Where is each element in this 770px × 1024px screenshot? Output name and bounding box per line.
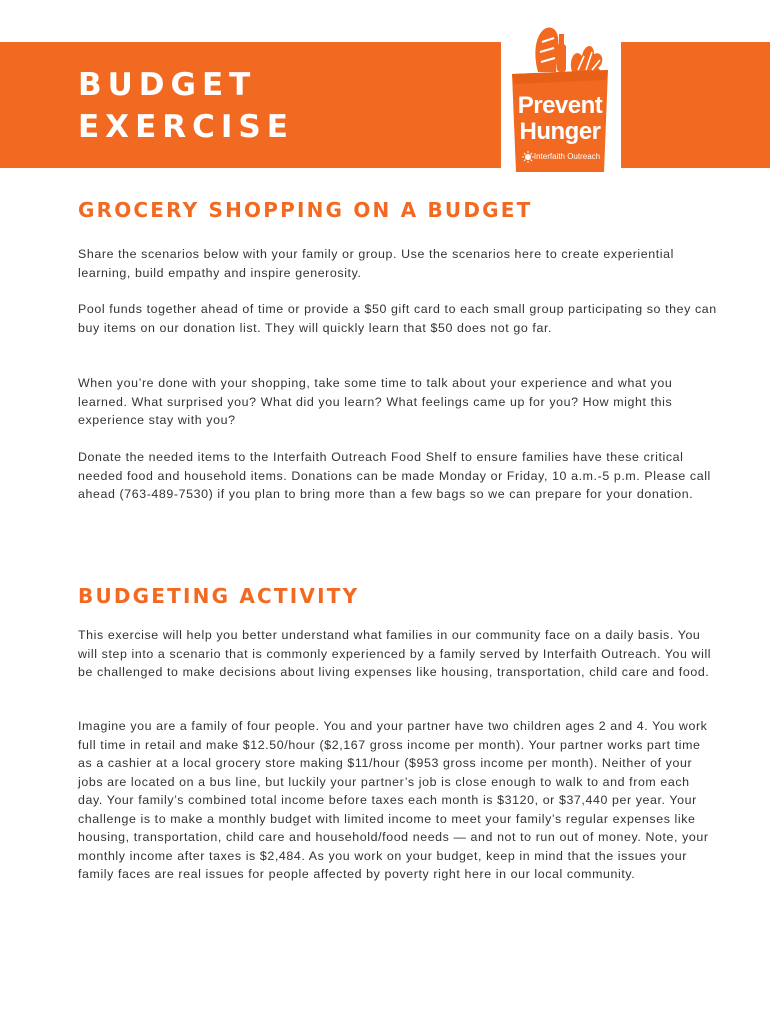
paragraph: Donate the needed items to the Interfaith Outreach Food Shelf to ensure families have these critical needed food and household items. Donations can be made Monday or Friday, 10 a.m.-5 p.m. Please call ahead (763-489-7530) if you plan to bring more than a few bags so we can prepare for your donation.	[78, 450, 711, 501]
paragraph: When you’re done with your shopping, take some time to talk about your experience and what you learned. What surprised you? What did you learn? What feelings came up for you? How might this experience stay with you?	[78, 376, 673, 427]
title-line-2: EXERCISE	[78, 109, 294, 145]
logo-line-prevent: Prevent	[517, 92, 603, 119]
paragraph: This exercise will help you better understand what families in our community face on a daily basis. You will step into a scenario that is commonly experienced by a family served by Interfaith Outreach. You will be challenged to make decisions about living expenses like housing, transportation, child care and food.	[78, 628, 712, 679]
logo-line-hunger: Hunger	[519, 118, 601, 145]
paragraph: Share the scenarios below with your family or group. Use the scenarios here to create experiential learning, build empathy and inspire generosity.	[78, 247, 675, 280]
title-line-1: BUDGET	[78, 67, 257, 103]
section-heading-grocery: GROCERY SHOPPING ON A BUDGET	[78, 198, 533, 222]
section-heading-budgeting: BUDGETING ACTIVITY	[78, 584, 360, 608]
paragraph: Imagine you are a family of four people. You and your partner have two children ages 2 and 4. You work full time in retail and make $12.50/hour ($2,167 gross income per month). Your partner works part time as a cashier at a local grocery store making $11/hour ($953 gross income per month). Neither of your jobs are located on a bus line, but luckily your partner’s job is close enough to walk to and from each day. Your family’s combined total income before taxes each month is $3120, or $37,440 per year. Your challenge is to make a monthly budget with limited income to meet your family’s regular expenses like housing, transportation, child care and household/food needs — and not to run out of money. Note, your monthly income after taxes is $2,484. As you work on your budget, keep in mind that the issues your family faces are real issues for people affected by poverty right here in our local community.	[78, 719, 709, 881]
page-title	[78, 64, 294, 148]
paragraph: Pool funds together ahead of time or provide a $50 gift card to each small group participating so they can buy items on our donation list. They will quickly learn that $50 does not go far.	[78, 302, 717, 335]
header-banner	[0, 42, 770, 168]
prevent-hunger-logo	[512, 22, 608, 172]
logo-org-name: Interfaith Outreach	[533, 152, 601, 161]
